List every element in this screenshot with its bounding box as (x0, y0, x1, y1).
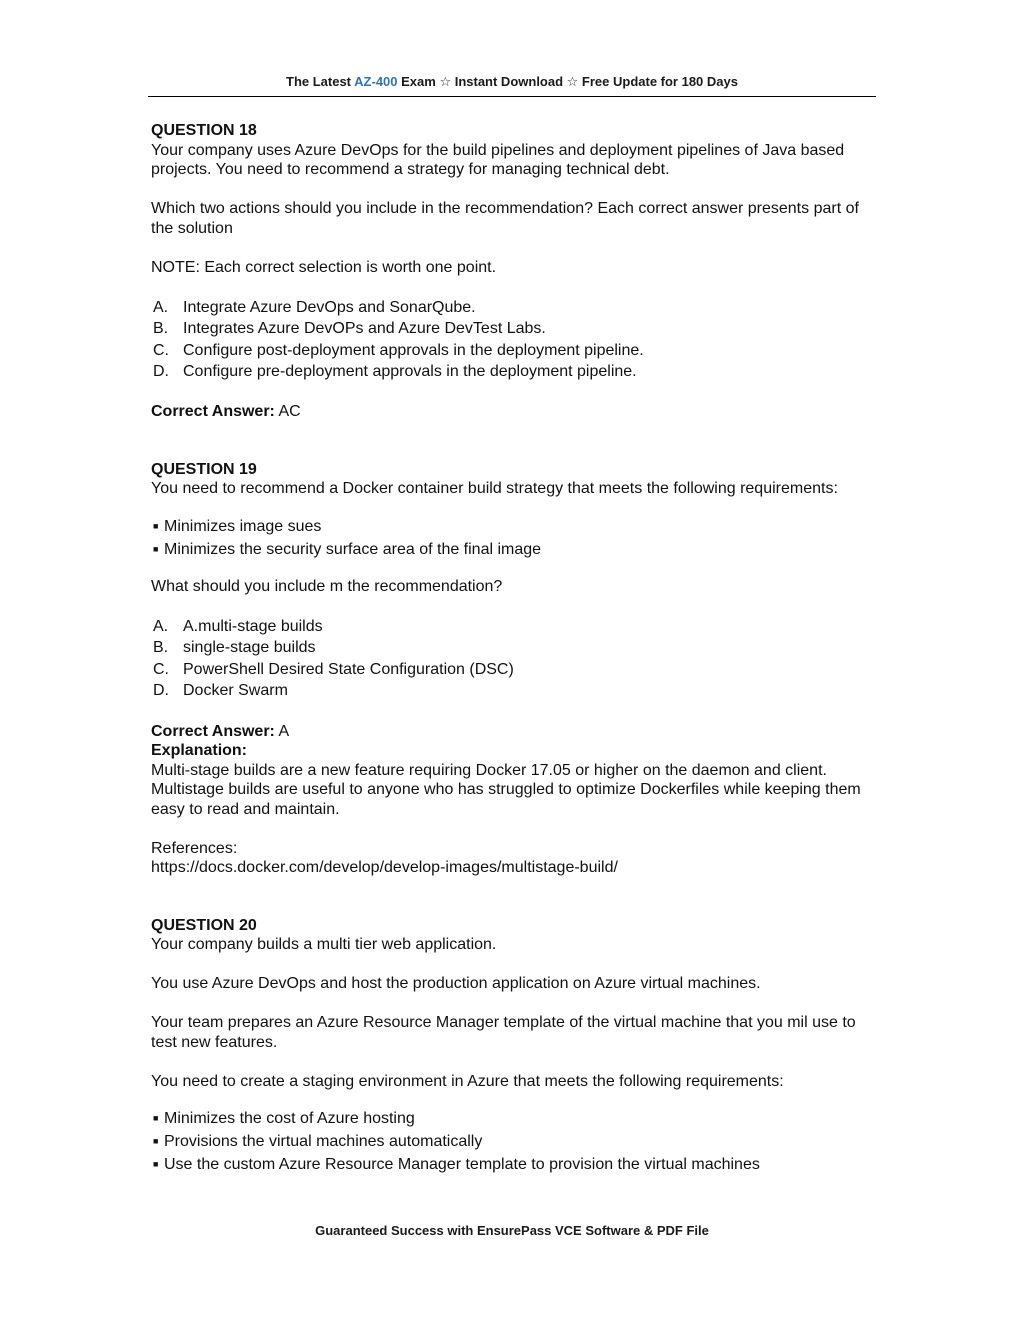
answer-options (151, 616, 879, 702)
correct-answer: Correct Answer: A (151, 722, 290, 740)
question-paragraph: You need to create a staging environment in Azure that meets the following requirements: (151, 1072, 784, 1090)
explanation-label: Explanation: (151, 742, 248, 759)
option-c: C. PowerShell Desired State Configuration (DSC) (153, 660, 514, 678)
question-paragraph: Your team prepares an Azure Resource Manager template of the virtual machine that you mil use to test new features. (151, 1014, 856, 1051)
question-title: QUESTION 20 (151, 916, 257, 934)
reference-url: https://docs.docker.com/develop/develop-images/multistage-build/ (151, 859, 618, 876)
requirements-list (151, 515, 879, 561)
question-paragraph: You use Azure DevOps and host the production application on Azure virtual machines. (151, 975, 761, 992)
answer-options (151, 297, 879, 383)
references-label: References: (151, 839, 238, 857)
option-d: D. Configure pre-deployment approvals in the deployment pipeline. (153, 363, 637, 380)
list-item: ■ Provisions the virtual machines automatically (153, 1133, 483, 1150)
option-b: B. single-stage builds (153, 639, 316, 656)
question-20 (151, 916, 879, 1177)
exam-code: AZ-400 (354, 74, 398, 89)
list-item: ■ Minimizes the cost of Azure hosting (153, 1110, 415, 1127)
option-d: D. Docker Swarm (153, 682, 288, 699)
question-title: QUESTION 19 (151, 460, 257, 478)
question-body: Your company builds a multi tier web application. (151, 936, 497, 953)
explanation-text: Multi-stage builds are a new feature requiring Docker 17.05 or higher on the daemon and client. Multistage builds are useful to anyone who has struggled to optimize Dockerfiles while keeping them easy to read and maintain. (151, 761, 861, 818)
correct-answer: Correct Answer: AC (151, 403, 301, 420)
question-prompt: Which two actions should you include in the recommendation? Each correct answer presents part of the solution (151, 200, 859, 237)
header-prefix: The Latest (286, 74, 352, 89)
question-body: Your company uses Azure DevOps for the build pipelines and deployment pipelines of Java based projects. You need to recommend a strategy for managing technical debt. (151, 141, 845, 178)
question-body: You need to recommend a Docker container build strategy that meets the following requirements: (151, 480, 838, 497)
header-divider (148, 96, 876, 97)
header-suffix: Exam ☆ Instant Download ☆ Free Update for 180 Days (401, 74, 738, 89)
option-a: A. A.multi-stage builds (153, 617, 323, 635)
question-19 (151, 460, 879, 878)
question-18 (151, 121, 879, 422)
question-title: QUESTION 18 (151, 122, 257, 139)
question-note: NOTE: Each correct selection is worth one point. (151, 258, 497, 276)
document-body (151, 121, 879, 1176)
page-footer: Guaranteed Success with EnsurePass VCE Software & PDF File (315, 1223, 709, 1238)
list-item: ■ Minimizes the security surface area of the final image (153, 540, 542, 558)
option-a: A. Integrate Azure DevOps and SonarQube. (153, 298, 476, 316)
requirements-list (151, 1107, 879, 1176)
option-c: C. Configure post-deployment approvals in the deployment pipeline. (153, 341, 644, 359)
option-b: B. Integrates Azure DevOPs and Azure DevTest Labs. (153, 320, 546, 337)
list-item: ■ Use the custom Azure Resource Manager template to provision the virtual machines (153, 1156, 760, 1173)
page-header (0, 74, 1024, 90)
question-prompt: What should you include m the recommendation? (151, 577, 503, 595)
list-item: ■ Minimizes image sues (153, 517, 322, 535)
